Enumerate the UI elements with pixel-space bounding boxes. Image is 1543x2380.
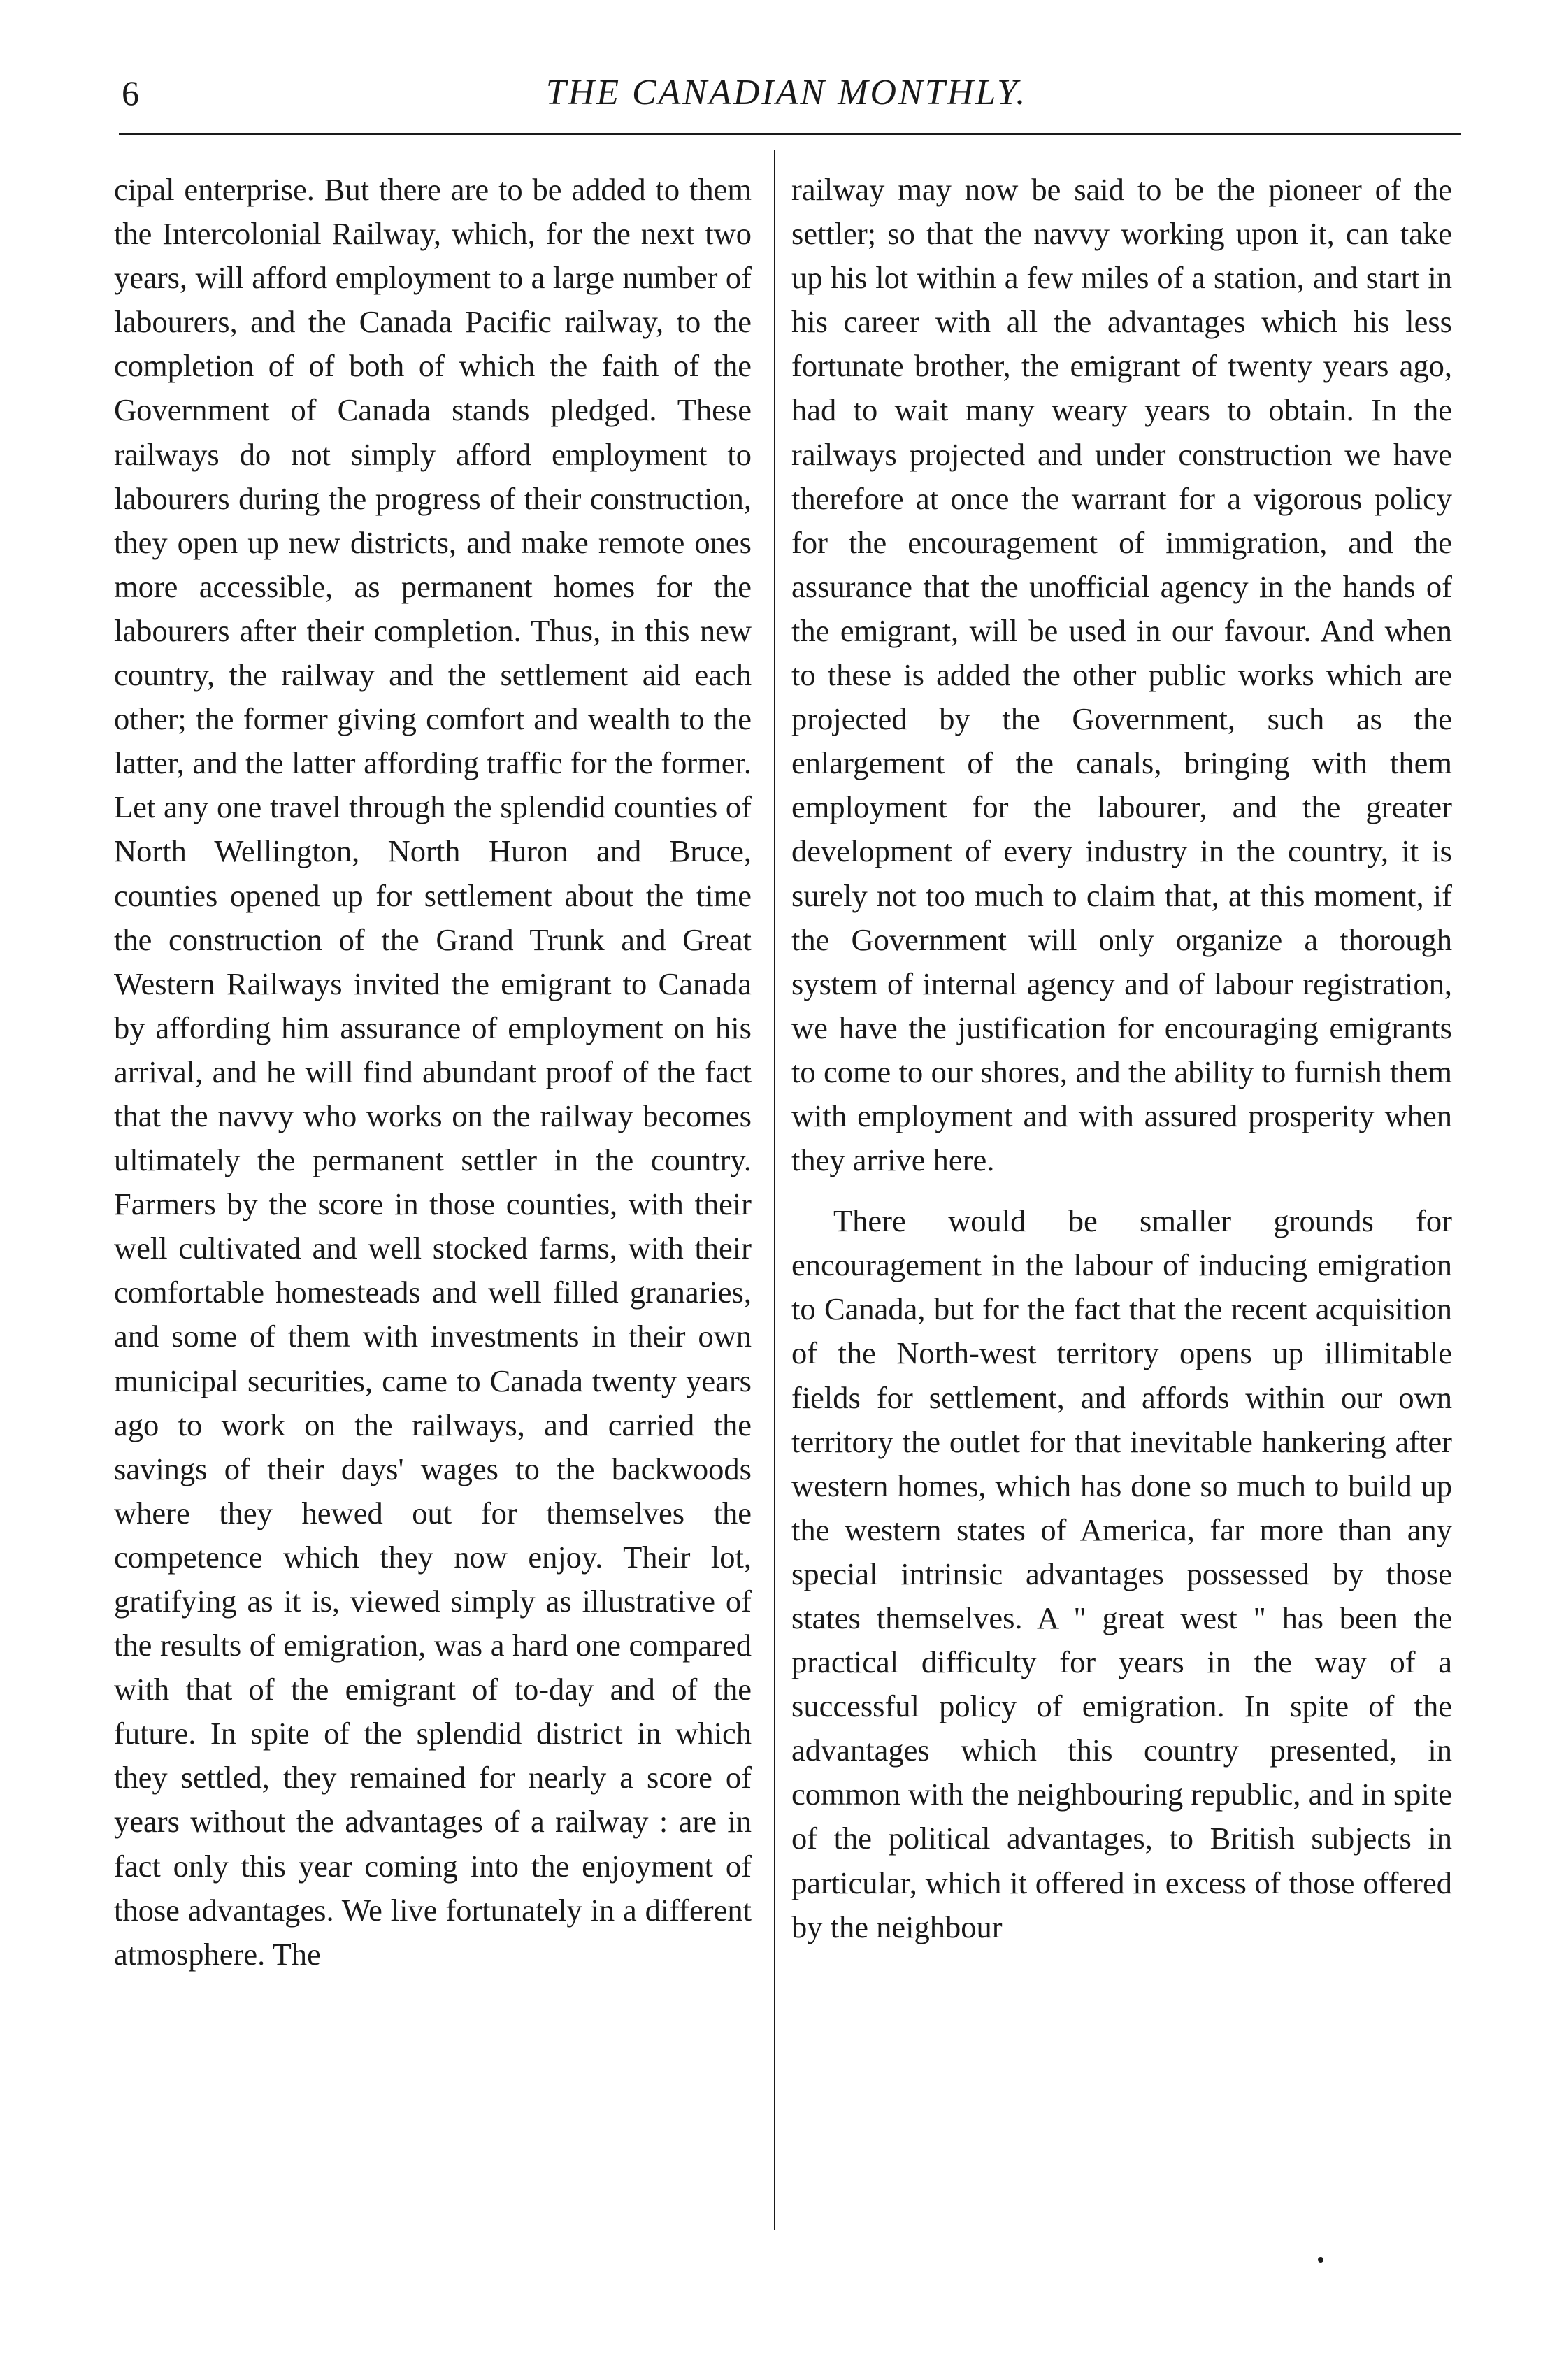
left-paragraph-1: cipal enterprise. But there are to be added to them the Intercolonial Railway, which, for the next two years, will afford employment to a large number of labourers, and the Canada Pacific railway, to the completion of of both of which the faith of the Government of Canada stands pledged. These railways do not simply afford employment to labourers during the progress of their construction, they open up new districts, and make remote ones more accessible, as permanent homes for the labourers after their completion. Thus, in this new country, the railway and the settlement aid each other; the former giving comfort and wealth to the latter, and the latter affording traffic for the former. Let any one travel through the splendid counties of North Wellington, North Huron and Bruce, counties opened up for settlement about the time the construction of the Grand Trunk and Great Western Railways invited the emigrant to Canada by affording him assurance of employment on his arrival, and he will find abundant proof of the fact that the navvy who works on the railway becomes ultimately the permanent settler in the country. Farmers by the score in those counties, with their well cultivated and well stocked farms, with their comfortable homesteads and well filled granaries, and some of them with investments in their own municipal securities, came to Canada twenty years ago to work on the railways, and carried the savings of their days' wages to the backwoods where they hewed out for themselves the competence which they now enjoy. Their lot, gratifying as it is, viewed simply as illustrative of the results of emigration, was a hard one compared with that of the emigrant of to-day and of the future. In spite of the splendid district in which they settled, they remained for nearly a score of years without the advantages of a railway : are in fact only this year coming into the enjoyment of those advantages. We live fortunately in a different atmosphere. The	[114, 172, 752, 1972]
ink-speck	[1318, 2257, 1323, 2263]
right-paragraph-1: railway may now be said to be the pioneer of the settler; so that the navvy working upon it, can take up his lot within a few miles of a station, and start in his career with all the advantages which his less fortunate brother, the emigrant of twenty years ago, had to wait many weary years to obtain. In the railways projected and under construction we have therefore at once the warrant for a vigorous policy for the encouragement of immigration, and the assurance that the unofficial agency in the hands of the emigrant, will be used in our favour. And when to these is added the other public works which are projected by the Government, such as the enlargement of the canals, bringing with them employment for the labourer, and the greater development of every industry in the country, it is surely not too much to claim that, at this moment, if the Government will only organize a thorough system of internal agency and of labour registration, we have the justification for encouraging emigrants to come to our shores, and the ability to furnish them with employment and with assured prosperity when they arrive here.	[791, 172, 1452, 1178]
column-divider	[774, 150, 775, 2230]
page-number: 6	[122, 73, 139, 113]
page-header	[112, 69, 1461, 117]
right-column	[791, 168, 1452, 1949]
running-title: THE CANADIAN MONTHLY.	[545, 73, 1028, 113]
left-column	[114, 168, 752, 1977]
header-rule	[119, 133, 1461, 135]
right-paragraph-2: There would be smaller grounds for encouragement in the labour of inducing emigration to Canada, but for the fact that the recent acquisition of the North-west territory opens up illimitable fields for settlement, and affords within our own territory the outlet for that inevitable hankering after western homes, which has done so much to build up the western states of America, far more than any special intrinsic advantages possessed by those states themselves. A " great west " has been the practical difficulty for years in the way of a successful policy of emigration. In spite of the advantages which this country presented, in common with the neighbouring republic, and in spite of the political advantages, to British subjects in particular, which it offered in excess of those offered by the neighbour	[791, 1203, 1452, 1944]
